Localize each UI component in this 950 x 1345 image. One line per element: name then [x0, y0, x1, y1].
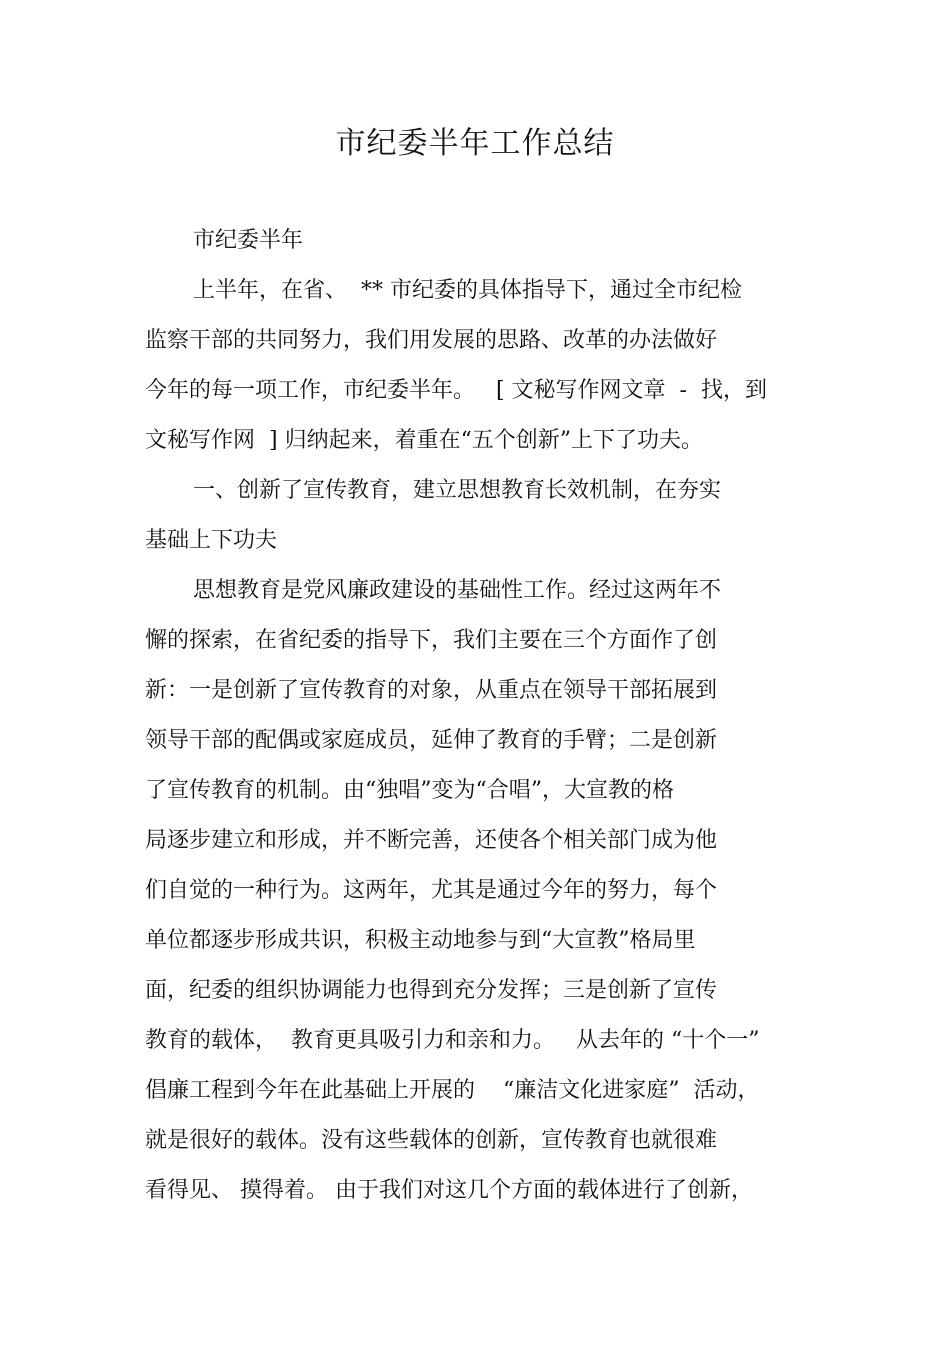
- paragraph-line: 领导干部的配偶或家庭成员，延伸了教育的手臂；二是创新: [145, 728, 718, 753]
- paragraph-line: 新：一是创新了宣传教育的对象，从重点在领导干部拓展到: [145, 678, 718, 703]
- paragraph-line: 懈的探索，在省纪委的指导下，我们主要在三个方面作了创: [145, 628, 718, 653]
- paragraph-line: 教育的载体， 教育更具吸引力和亲和力。 从去年的 “十个一”: [145, 1028, 760, 1053]
- paragraph-line: 倡廉工程到今年在此基础上开展的 “廉洁文化进家庭” 活动，: [145, 1078, 760, 1103]
- paragraph-line: 看得见、 摸得着。 由于我们对这几个方面的载体进行了创新，: [145, 1178, 753, 1203]
- paragraph-line: 监察干部的共同努力，我们用发展的思路、改革的办法做好: [145, 328, 718, 353]
- section-heading-line: 一、创新了宣传教育，建立思想教育长效机制，在夯实: [193, 478, 722, 503]
- paragraph-line: 思想教育是党风廉政建设的基础性工作。经过这两年不: [193, 578, 722, 603]
- paragraph-line: 单位都逐步形成共识，积极主动地参与到“大宣教”格局里: [145, 928, 696, 953]
- paragraph-line: 上半年，在省、 ** 市纪委的具体指导下，通过全市纪检: [193, 278, 742, 303]
- paragraph-line: 就是很好的载体。没有这些载体的创新，宣传教育也就很难: [145, 1128, 718, 1153]
- section-heading-line: 基础上下功夫: [145, 528, 278, 553]
- subtitle-line: 市纪委半年: [193, 228, 304, 253]
- document-title: 市纪委半年工作总结: [335, 126, 615, 161]
- paragraph-line: 文秘写作网 ] 归纳起来，着重在“五个创新”上下了功夫。: [145, 428, 704, 453]
- paragraph-line: 局逐步建立和形成，并不断完善，还使各个相关部门成为他: [145, 828, 718, 853]
- paragraph-line: 今年的每一项工作，市纪委半年。 [ 文秘写作网文章 - 找，到: [145, 378, 767, 403]
- paragraph-line: 面，纪委的组织协调能力也得到充分发挥；三是创新了宣传: [145, 978, 718, 1003]
- paragraph-line: 们自觉的一种行为。这两年，尤其是通过今年的努力，每个: [145, 878, 718, 903]
- paragraph-line: 了宣传教育的机制。由“独唱”变为“合唱”，大宣教的格: [145, 778, 674, 803]
